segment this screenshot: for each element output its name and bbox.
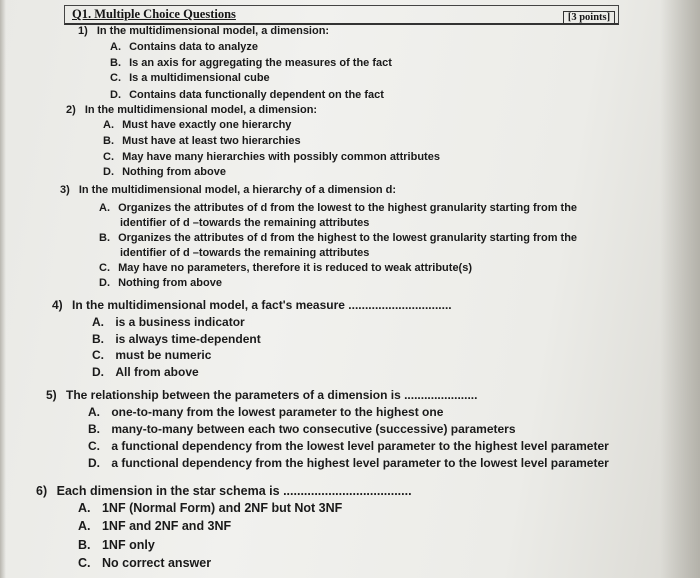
option-text: 1NF only bbox=[101, 538, 155, 552]
option-letter: C. bbox=[103, 151, 114, 163]
question-number: 6) bbox=[36, 484, 48, 498]
option-6a-second bbox=[78, 519, 231, 533]
section-title: Q1. Multiple Choice Questions bbox=[72, 7, 236, 21]
question-number: 3) bbox=[60, 184, 70, 196]
option-5b bbox=[88, 422, 516, 436]
option-3d bbox=[99, 277, 222, 289]
option-1c bbox=[110, 72, 270, 84]
question-text: In the multidimensional model, a hierarchy of a dimension d: bbox=[78, 184, 397, 196]
option-text: 1NF and 2NF and 3NF bbox=[101, 519, 232, 533]
option-letter: B. bbox=[88, 422, 100, 436]
option-1a bbox=[110, 41, 258, 53]
option-letter: A. bbox=[88, 405, 100, 419]
option-letter: C. bbox=[78, 556, 91, 570]
option-text: May have many hierarchies with possibly common attributes bbox=[122, 151, 440, 163]
points-badge: [3 points] bbox=[563, 11, 615, 24]
question-3 bbox=[60, 184, 396, 196]
option-text: Organizes the attributes of d from the highest to the lowest granularity starting from the bbox=[118, 232, 578, 244]
option-2d bbox=[103, 166, 226, 178]
option-5a bbox=[88, 405, 443, 419]
option-letter: B. bbox=[92, 332, 104, 346]
option-2b bbox=[103, 135, 301, 147]
option-4d bbox=[92, 365, 199, 379]
option-3a bbox=[99, 202, 577, 214]
option-text: May have no parameters, therefore it is reduced to weak attribute(s) bbox=[118, 262, 473, 274]
option-letter: B. bbox=[110, 57, 121, 69]
option-text: Must have at least two hierarchies bbox=[122, 135, 301, 147]
option-letter: A. bbox=[78, 501, 91, 515]
option-text: Is a multidimensional cube bbox=[129, 72, 270, 84]
option-text: No correct answer bbox=[101, 556, 212, 570]
option-text: 1NF (Normal Form) and 2NF but Not 3NF bbox=[101, 501, 343, 515]
question-text: In the multidimensional model, a fact's measure ............................... bbox=[72, 298, 452, 312]
question-6 bbox=[36, 484, 412, 498]
option-text: All from above bbox=[115, 365, 199, 379]
option-6c bbox=[78, 556, 211, 570]
option-letter: C. bbox=[110, 72, 121, 84]
option-text: is always time-dependent bbox=[115, 332, 261, 346]
question-5 bbox=[46, 388, 477, 402]
option-text: must be numeric bbox=[115, 348, 212, 362]
option-text: a functional dependency from the lowest level parameter to the highest level parameter bbox=[111, 439, 609, 453]
question-number: 1) bbox=[78, 25, 88, 37]
option-2a bbox=[103, 119, 291, 131]
option-2c bbox=[103, 151, 440, 163]
option-letter: D. bbox=[92, 365, 104, 379]
option-text: a functional dependency from the highest level parameter to the lowest level parameter bbox=[111, 456, 609, 470]
option-6b bbox=[78, 538, 155, 552]
option-letter: A. bbox=[78, 519, 91, 533]
option-5c bbox=[88, 439, 609, 453]
paper-shadow-right bbox=[660, 0, 700, 578]
option-letter: A. bbox=[103, 119, 114, 131]
option-letter: C. bbox=[99, 262, 110, 274]
option-letter: D. bbox=[99, 277, 110, 289]
question-2 bbox=[66, 104, 317, 116]
option-letter: D. bbox=[110, 89, 121, 101]
option-text: Is an axis for aggregating the measures of the fact bbox=[129, 57, 392, 69]
question-number: 4) bbox=[52, 298, 63, 312]
question-text: In the multidimensional model, a dimension: bbox=[84, 104, 318, 116]
option-letter: D. bbox=[88, 456, 100, 470]
option-5d bbox=[88, 456, 609, 470]
option-letter: B. bbox=[103, 135, 114, 147]
option-4a bbox=[92, 315, 245, 329]
option-letter: A. bbox=[99, 202, 110, 214]
option-6a bbox=[78, 501, 342, 515]
option-letter: C. bbox=[88, 439, 100, 453]
option-letter: C. bbox=[92, 348, 104, 362]
paper-shadow-left bbox=[0, 0, 6, 578]
question-text: Each dimension in the star schema is ..................................... bbox=[56, 484, 412, 498]
option-text: Contains data to analyze bbox=[129, 41, 259, 53]
question-number: 2) bbox=[66, 104, 76, 116]
option-letter: A. bbox=[110, 41, 121, 53]
option-text: Organizes the attributes of d from the lowest to the highest granularity starting from the bbox=[118, 202, 578, 214]
question-4 bbox=[52, 298, 452, 312]
question-text: In the multidimensional model, a dimension: bbox=[96, 25, 330, 37]
option-1b bbox=[110, 57, 392, 69]
option-text: many-to-many between each two consecutive (successive) parameters bbox=[111, 422, 516, 436]
option-4c bbox=[92, 348, 211, 362]
option-3a-continued: identifier of d –towards the remaining attributes bbox=[120, 217, 370, 229]
option-text: is a business indicator bbox=[115, 315, 245, 329]
option-text: one-to-many from the lowest parameter to the highest one bbox=[111, 405, 444, 419]
option-1d bbox=[110, 89, 384, 101]
option-letter: B. bbox=[78, 538, 91, 552]
option-text: Contains data functionally dependent on the fact bbox=[129, 89, 384, 101]
question-1 bbox=[78, 25, 329, 37]
option-3c bbox=[99, 262, 472, 274]
option-text: Nothing from above bbox=[122, 166, 226, 178]
option-3b bbox=[99, 232, 577, 244]
option-letter: A. bbox=[92, 315, 104, 329]
question-number: 5) bbox=[46, 388, 57, 402]
question-text: The relationship between the parameters of a dimension is ...................... bbox=[66, 388, 478, 402]
option-text: Nothing from above bbox=[118, 277, 222, 289]
option-text: Must have exactly one hierarchy bbox=[122, 119, 292, 131]
option-4b bbox=[92, 332, 261, 346]
option-letter: B. bbox=[99, 232, 110, 244]
option-3b-continued: identifier of d –towards the remaining attributes bbox=[120, 247, 370, 259]
option-letter: D. bbox=[103, 166, 114, 178]
